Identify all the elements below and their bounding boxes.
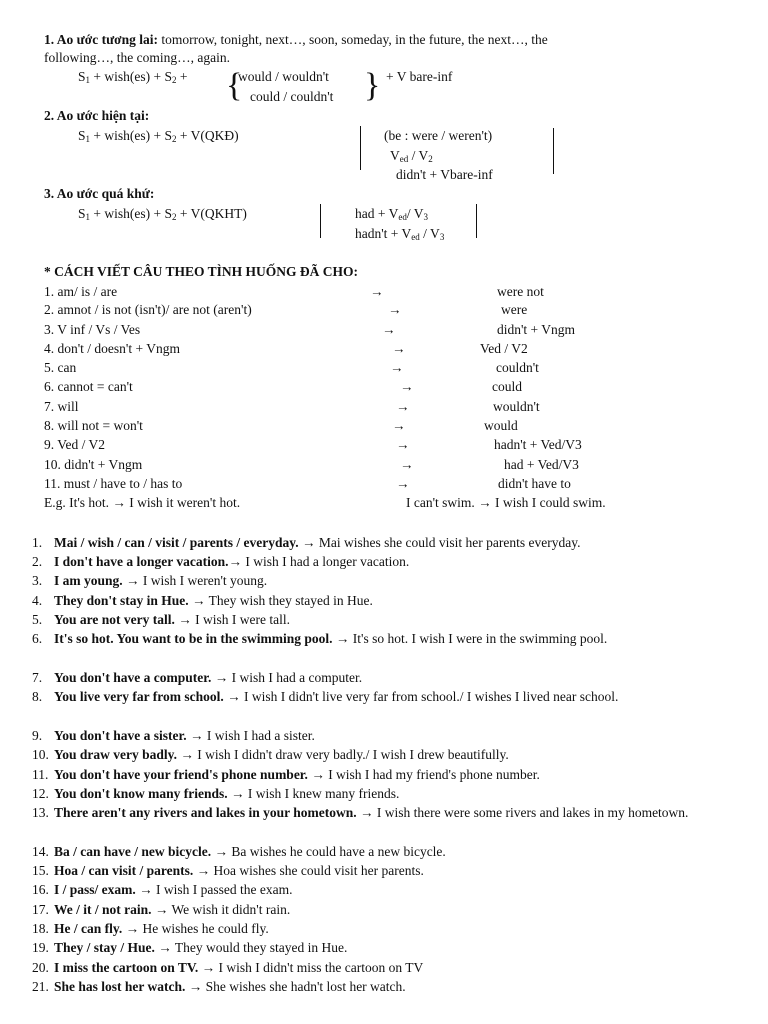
future-option-would: would / wouldn't — [238, 69, 329, 84]
arrow-icon: → — [396, 437, 410, 452]
rule-right: would — [484, 418, 518, 433]
divider-right — [553, 128, 554, 174]
arrow-icon: → — [400, 379, 414, 394]
rule-left: 3. V inf / Vs / Ves — [44, 322, 141, 337]
future-heading: 1. Ao ước tương lai: — [44, 32, 159, 47]
arrow-icon: → — [400, 457, 414, 472]
past-option-had: had + $V_{ed}/$ $V_3$ — [355, 206, 429, 222]
present-heading: 2. Ao ước hiện tại: — [44, 108, 150, 123]
rule-right: couldn't — [496, 360, 539, 375]
rule-right: didn't + Vngm — [497, 322, 576, 337]
rule-left: 9. Ved / V2 — [44, 437, 106, 452]
right-brace-icon: } — [364, 67, 381, 104]
example-right: I can't swim. → I wish I could swim. — [406, 495, 606, 510]
arrow-icon: → — [388, 302, 402, 317]
future-formula-tail: + V bare-inf — [386, 69, 453, 84]
rule-left: 10. didn't + Vngm — [44, 457, 143, 472]
arrow-icon: → — [370, 284, 384, 299]
present-option-be: (be : were / weren't) — [384, 128, 493, 143]
rule-left: 8. will not = won't — [44, 418, 143, 433]
arrow-icon: → — [390, 360, 404, 375]
section-title: * CÁCH VIẾT CÂU THEO TÌNH HUỐNG ĐÃ CHO: — [44, 264, 359, 279]
rule-right: were not — [497, 284, 544, 299]
future-signal-words-cont: following…, the coming…, again. — [44, 50, 230, 65]
future-signal-words: tomorrow, tonight, next…, soon, someday, in the future, the next…, the — [158, 32, 548, 47]
rule-left: 11. must / have to / has to — [44, 476, 183, 491]
rule-right: Ved / V2 — [480, 341, 528, 356]
arrow-icon: → — [396, 399, 410, 414]
arrow-icon: → — [396, 476, 410, 491]
divider-left-past — [320, 204, 321, 238]
rule-right: were — [501, 302, 528, 317]
divider-right-past — [476, 204, 477, 238]
rule-left: 4. don't / doesn't + Vngm — [44, 341, 180, 356]
rule-right: had + Ved/V3 — [504, 457, 579, 472]
rule-left: 5. can — [44, 360, 77, 375]
past-formula: $S_1$ + wish(es) + $S_2$ + V(QKHT) — [78, 206, 247, 222]
arrow-icon: → — [382, 322, 396, 337]
future-option-could: could / couldn't — [250, 89, 334, 104]
rule-left: 1. am/ is / are — [44, 284, 118, 299]
rule-right: hadn't + Ved/V3 — [494, 437, 582, 452]
past-option-hadnt: hadn't + $V_{ed} / V_3$ — [355, 226, 445, 242]
future-line-1 — [44, 30, 548, 49]
divider-left — [360, 126, 361, 170]
rule-right: could — [492, 379, 522, 394]
rule-right: didn't have to — [498, 476, 571, 491]
present-option-ved: $V_{ed} / V_2$ — [390, 148, 433, 164]
rule-left: 7. will — [44, 399, 79, 414]
rule-left: 6. cannot = can't — [44, 379, 133, 394]
rule-right: wouldn't — [493, 399, 540, 414]
present-option-didnt: didn't + Vbare-inf — [396, 167, 493, 182]
arrow-icon: → — [392, 418, 406, 433]
left-brace-icon: { — [226, 67, 243, 104]
rule-left: 2. amnot / is not (isn't)/ are not (aren't) — [44, 302, 252, 317]
arrow-icon: → — [392, 341, 406, 356]
future-formula: $S_1$ + wish(es) + $S_2$ + — [78, 69, 188, 85]
past-heading: 3. Ao ước quá khứ: — [44, 186, 155, 201]
example-left: E.g. It's hot. → I wish it weren't hot. — [44, 495, 241, 510]
present-formula: $S_1$ + wish(es) + $S_2$ + V(QKĐ) — [78, 128, 239, 144]
